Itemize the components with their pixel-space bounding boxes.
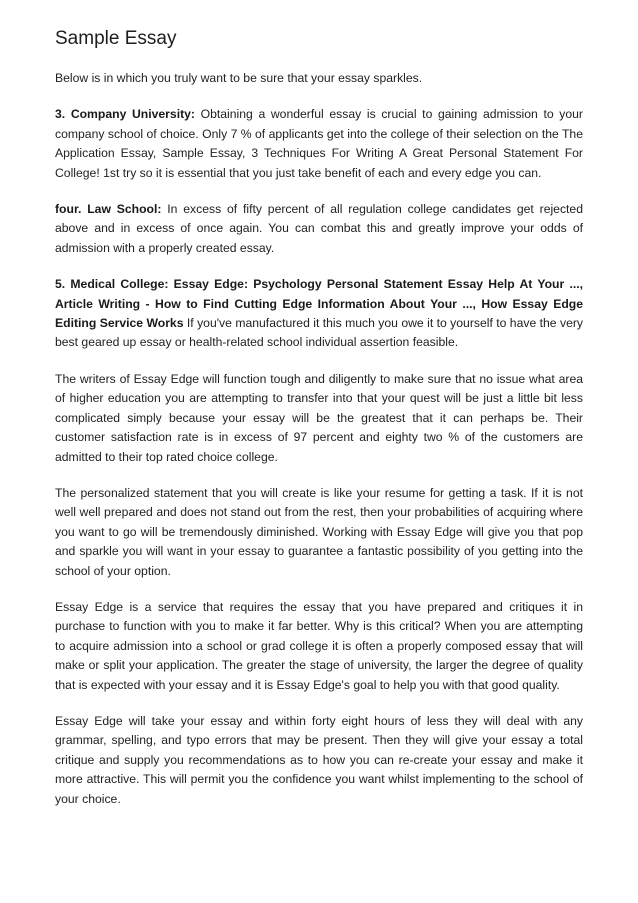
body-paragraph: The personalized statement that you will create is like your resume for getting a task. If it is not well well prepared and does not stand out from the rest, then your probabilities of acquiring where you want to go will be tremendously diminished. Working with Essay Edge will give you that pop and sparkle you will want in your essay to guarantee a fantastic possibility of you getting into the school of your option. bbox=[55, 485, 583, 578]
section-body: If you've manufactured it this much you owe it to yourself to have the very best geared up essay or health-related school individual assertion feasible. bbox=[55, 316, 584, 350]
body-paragraph: Essay Edge will take your essay and within forty eight hours of less they will deal with any grammar, spelling, and typo errors that may be present. Then they will give your essay a total critique and supply you recommendations as to how you can re-create your essay and make it more attractive. This will permit you the confidence you want whilst implementing to the school of your choice. bbox=[55, 713, 583, 806]
body-paragraph: The writers of Essay Edge will function tough and diligently to make sure that no issue what area of higher education you are attempting to transfer into that your quest will be just a little bit less complicated simply because your essay will be the greatest that it can perhaps be. Their customer satisfaction rate is in excess of 97 percent and eighty two % of the customers are admitted to their top rated choice college. bbox=[55, 371, 583, 464]
body-paragraph: Essay Edge is a service that requires the essay that you have prepared and critiques it in purchase to function with you to make it far better. Why is this critical? When you are attempting to acquire admission into a school or grad college it is often a properly composed essay that will make or split your application. The greater the stage of university, the larger the degree of quality that is expected with your essay and it is Essay Edge's goal to help you with that good quality. bbox=[55, 599, 583, 692]
intro-paragraph: Below is in which you truly want to be sure that your essay sparkles. bbox=[55, 71, 423, 85]
section-company-university bbox=[55, 105, 583, 183]
section-law-school bbox=[55, 200, 583, 258]
section-heading: four. Law School: bbox=[55, 202, 162, 217]
section-heading: 3. Company University: bbox=[55, 107, 195, 122]
section-body: In excess of fifty percent of all regulation college candidates get rejected above and in excess of once again. You can combat this and greatly improve your odds of admission with a properly created essay. bbox=[55, 202, 583, 255]
section-body: Obtaining a wonderful essay is crucial to gaining admission to your company school of choice. Only 7 % of applicants get into the college of their selection on the The Application Essay, Sample Essay, 3 Techniques For Writing A Great Personal Statement For College! 1st try so it is essential that you just take benefit of each and every edge you can. bbox=[55, 107, 583, 180]
section-heading: 5. Medical College: Essay Edge: Psychology Personal Statement Essay Help At Your ..., Article Writing - How to Find Cutting Edge Information About Your ..., How Essay Edge Editing Service Works bbox=[55, 277, 583, 331]
document-page bbox=[55, 26, 583, 826]
section-medical-college bbox=[55, 275, 583, 353]
page-title: Sample Essay bbox=[55, 28, 177, 49]
